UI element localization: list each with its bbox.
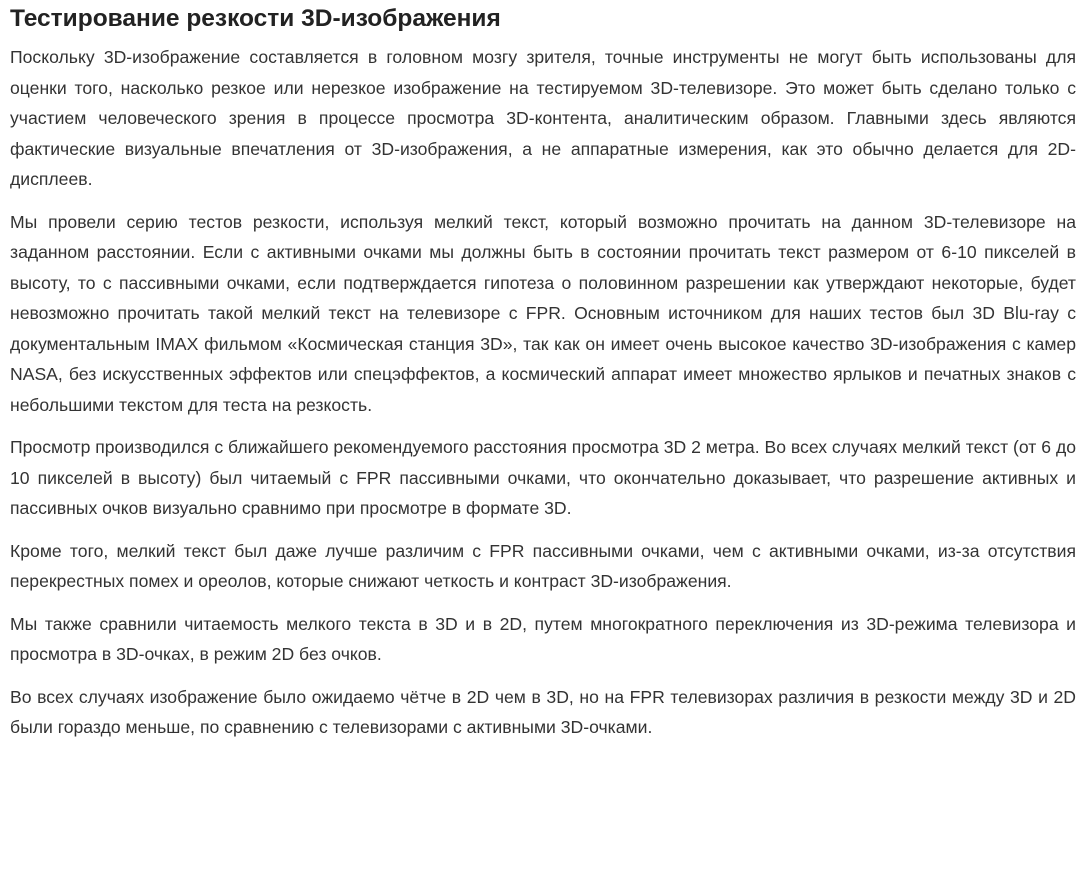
article-paragraph-4: Кроме того, мелкий текст был даже лучше различим с FPR пассивными очками, чем с активными очками, из-за отсутствия перекрестных помех и ореолов, которые снижают четкость и контраст 3D-изображения.	[10, 540, 1076, 591]
article-paragraph-1: Поскольку 3D-изображение составляется в головном мозгу зрителя, точные инструменты не могут быть использованы для оценки того, насколько резкое или нерезкое изображение на тестируемом 3D-телевизоре. Это может быть сделано только с участием человеческого зрения в процессе просмотра 3D-контента, аналитическим образом. Главными здесь являются фактические визуальные впечатления от 3D-изображения, а не аппаратные измерения, как это обычно делается для 2D-дисплеев.	[10, 47, 1076, 189]
article-title: Тестирование резкости 3D-изображения	[10, 5, 501, 32]
article-paragraph-6: Во всех случаях изображение было ожидаемо чётче в 2D чем в 3D, но на FPR телевизорах различия в резкости между 3D и 2D были гораздо меньше, по сравнению с телевизорами с активными 3D-очками.	[10, 686, 1076, 737]
article-paragraph-3: Просмотр производился с ближайшего рекомендуемого расстояния просмотра 3D 2 метра. Во всех случаях мелкий текст (от 6 до 10 пикселей в высоту) был читаемый с FPR пассивными очками, что окончательно доказывает, что разрешение активных и пассивных очков визуально сравнимо при просмотре в формате 3D.	[10, 437, 1076, 518]
article-paragraph-2: Мы провели серию тестов резкости, используя мелкий текст, который возможно прочитать на данном 3D-телевизоре на заданном расстоянии. Если с активными очками мы должны быть в состоянии прочитать текст размером от 6-10 пикселей в высоту, то с пассивными очками, если подтверждается гипотеза о половинном разрешении как утверждают некоторые, будет невозможно прочитать такой мелкий текст на телевизоре с FPR. Основным источником для наших тестов был 3D Blu-ray с документальным IMAX фильмом «Космическая станция 3D», так как он имеет очень высокое качество 3D-изображения с камер NASA, без искусственных эффектов или спецэффектов, а космический аппарат имеет множество ярлыков и печатных знаков с небольшими текстом для теста на резкость.	[10, 211, 1076, 415]
article-paragraph-5: Мы также сравнили читаемость мелкого текста в 3D и в 2D, путем многократного переключения из 3D-режима телевизора и просмотра в 3D-очках, в режим 2D без очков.	[10, 613, 1076, 664]
